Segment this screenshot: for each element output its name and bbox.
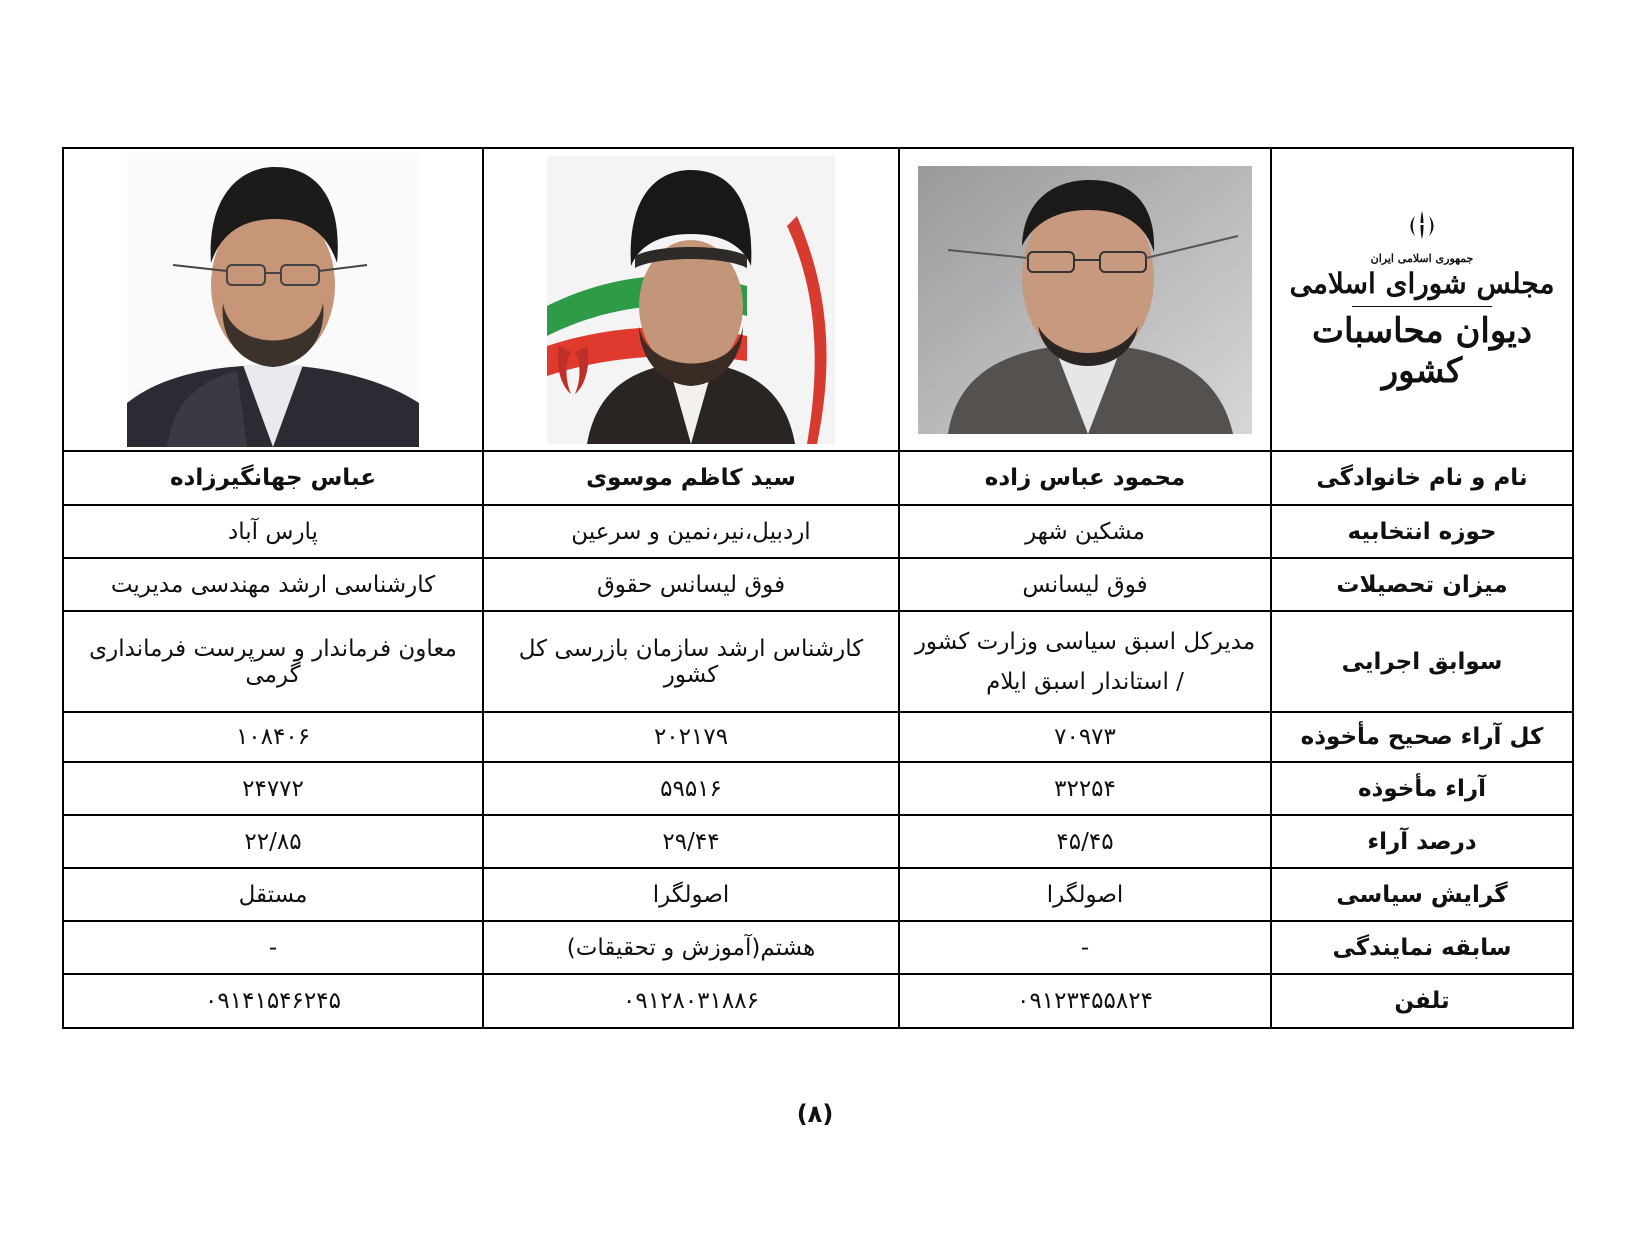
candidate-2-percent: ۲۹/۴۴ (483, 815, 899, 868)
logo-cell (1271, 148, 1573, 451)
candidate-3-total-votes: ۱۰۸۴۰۶ (63, 712, 483, 762)
representation-label: سابقه نمایندگی (1271, 921, 1573, 974)
percent-row (63, 815, 1573, 868)
representation-row (63, 921, 1573, 974)
candidate-1-experience (899, 611, 1271, 712)
photo-cell-3 (63, 148, 483, 451)
candidate-1-total-votes: ۷۰۹۷۳ (899, 712, 1271, 762)
candidate-2-total-votes: ۲۰۲۱۷۹ (483, 712, 899, 762)
candidate-1-votes: ۳۲۲۵۴ (899, 762, 1271, 815)
logo-court-of-audit-text: دیوان محاسبات کشور (1311, 311, 1533, 391)
candidate-1-experience-line2: / استاندار اسبق ایلام (986, 668, 1184, 695)
candidate-3-representation: - (63, 921, 483, 974)
candidate-photo-2 (547, 156, 835, 444)
candidate-3-phone: ۰۹۱۴۱۵۴۶۲۴۵ (63, 974, 483, 1028)
candidate-3-orientation: مستقل (63, 868, 483, 921)
candidate-2-votes: ۵۹۵۱۶ (483, 762, 899, 815)
candidate-2-orientation: اصولگرا (483, 868, 899, 921)
candidate-1-phone: ۰۹۱۲۳۴۵۵۸۲۴ (899, 974, 1271, 1028)
experience-row (63, 611, 1573, 712)
education-label: میزان تحصیلات (1271, 558, 1573, 611)
district-label: حوزه انتخابیه (1271, 505, 1573, 558)
candidate-photo-3 (127, 153, 419, 447)
candidate-3-votes: ۲۴۷۷۲ (63, 762, 483, 815)
candidate-1-name: محمود عباس زاده (899, 451, 1271, 505)
candidate-2-education: فوق لیسانس حقوق (483, 558, 899, 611)
candidate-3-education: کارشناسی ارشد مهندسی مدیریت (63, 558, 483, 611)
logo-divider (1352, 306, 1492, 307)
total-votes-row (63, 712, 1573, 762)
candidate-2-name: سید کاظم موسوی (483, 451, 899, 505)
votes-row (63, 762, 1573, 815)
candidate-3-percent: ۲۲/۸۵ (63, 815, 483, 868)
candidate-2-phone: ۰۹۱۲۸۰۳۱۸۸۶ (483, 974, 899, 1028)
candidate-1-orientation: اصولگرا (899, 868, 1271, 921)
candidates-table (62, 147, 1574, 1029)
candidate-1-education: فوق لیسانس (899, 558, 1271, 611)
iran-emblem-icon (1405, 208, 1439, 248)
orientation-label: گرایش سیاسی (1271, 868, 1573, 921)
percent-label: درصد آراء (1271, 815, 1573, 868)
candidate-3-name: عباس جهانگیرزاده (63, 451, 483, 505)
candidate-photo-1 (918, 166, 1252, 434)
votes-label: آراء مأخوذه (1271, 762, 1573, 815)
name-label: نام و نام خانوادگی (1271, 451, 1573, 505)
district-row (63, 505, 1573, 558)
photo-cell-1 (899, 148, 1271, 451)
phone-label: تلفن (1271, 974, 1573, 1028)
candidate-1-district: مشکین شهر (899, 505, 1271, 558)
photo-row (63, 148, 1573, 451)
experience-label: سوابق اجرایی (1271, 611, 1573, 712)
candidate-3-district: پارس آباد (63, 505, 483, 558)
logo-parliament-text: مجلس شورای اسلامی (1289, 267, 1555, 300)
candidate-2-experience: کارشناس ارشد سازمان بازرسی کل کشور (483, 611, 899, 712)
name-row (63, 451, 1573, 505)
orientation-row (63, 868, 1573, 921)
candidate-1-experience-line1: مدیرکل اسبق سیاسی وزارت کشور (914, 628, 1256, 655)
candidate-2-district: اردبیل،نیر،نمین و سرعین (483, 505, 899, 558)
logo-republic-text: جمهوری اسلامی ایران (1370, 252, 1474, 265)
candidate-3-experience: معاون فرماندار و سرپرست فرمانداری گرمی (63, 611, 483, 712)
phone-row (63, 974, 1573, 1028)
candidate-1-percent: ۴۵/۴۵ (899, 815, 1271, 868)
candidate-1-representation: - (899, 921, 1271, 974)
total-votes-label: کل آراء صحیح مأخوذه (1271, 712, 1573, 762)
page-number: (۸) (796, 1100, 834, 1128)
photo-cell-2 (483, 148, 899, 451)
candidate-2-representation: هشتم(آموزش و تحقیقات) (483, 921, 899, 974)
education-row (63, 558, 1573, 611)
